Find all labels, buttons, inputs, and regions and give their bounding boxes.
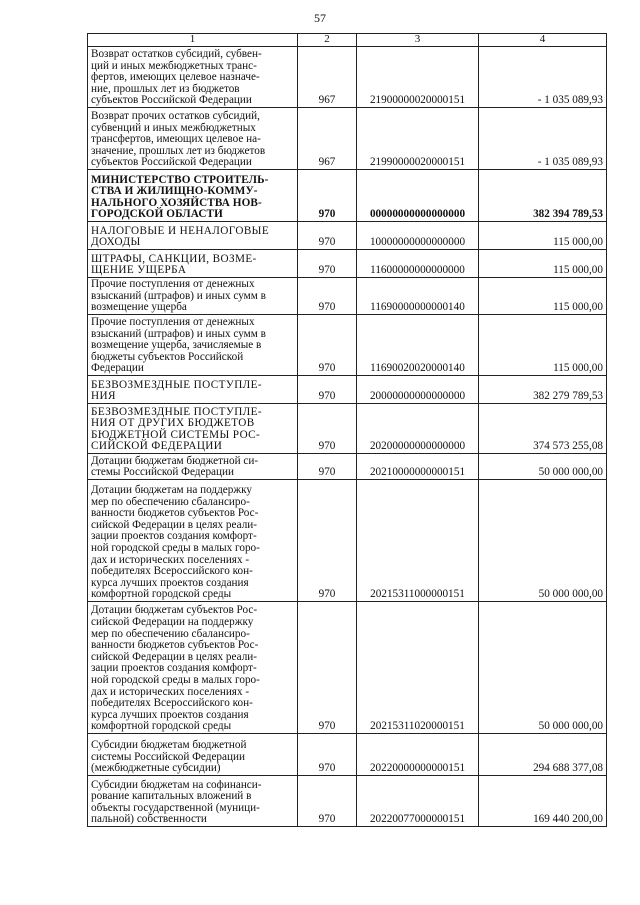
table-row: [88, 222, 607, 250]
row-name: Дотации бюджетам субъектов Рос- сийской Федерации на поддержку мер по обеспечению сбалансиро- ванности бюджетов субъектов Рос- сийской Федерации в целях реали- зации проектов создания комфорт- ной городской среды в малых горо- дах и исторических поселениях - победителях Всероссийского кон- курса лучших проектов создания комфортной городской среды: [88, 602, 298, 734]
row-amount: 115 000,00: [479, 315, 607, 376]
row-kbk-code: 10000000000000000: [357, 222, 479, 250]
row-amount: 294 688 377,08: [479, 734, 607, 776]
header-col-3: 3: [357, 34, 479, 47]
header-col-2: 2: [298, 34, 357, 47]
row-kbk-code: 20215311020000151: [357, 602, 479, 734]
row-kbk-code: 20220077000000151: [357, 776, 479, 827]
row-admin-code: 970: [298, 250, 357, 278]
row-admin-code: 970: [298, 776, 357, 827]
table-row: [88, 480, 607, 602]
row-name: МИНИСТЕРСТВО СТРОИТЕЛЬ- СТВА И ЖИЛИЩНО-КОММУ- НАЛЬНОГО ХОЗЯЙСТВА НОВ- ГОРОДСКОЙ ОБЛАСТИ: [88, 170, 298, 222]
row-name: Прочие поступления от денежных взысканий (штрафов) и иных сумм в возмещение ущерба, зачисляемые в бюджеты субъектов Российской Федерации: [88, 315, 298, 376]
row-kbk-code: 11690000000000140: [357, 278, 479, 315]
row-kbk-code: 20210000000000151: [357, 454, 479, 480]
row-amount: 115 000,00: [479, 278, 607, 315]
row-amount: 115 000,00: [479, 222, 607, 250]
row-kbk-code: 20000000000000000: [357, 376, 479, 404]
row-amount: 382 394 789,53: [479, 170, 607, 222]
row-name: Прочие поступления от денежных взысканий (штрафов) и иных сумм в возмещение ущерба: [88, 278, 298, 315]
header-row: [88, 34, 607, 47]
row-amount: - 1 035 089,93: [479, 47, 607, 108]
row-name: ШТРАФЫ, САНКЦИИ, ВОЗМЕ- ЩЕНИЕ УЩЕРБА: [88, 250, 298, 278]
header-col-4: 4: [479, 34, 607, 47]
table-row: [88, 315, 607, 376]
row-amount: 50 000 000,00: [479, 602, 607, 734]
row-admin-code: 970: [298, 315, 357, 376]
row-admin-code: 970: [298, 602, 357, 734]
row-admin-code: 970: [298, 170, 357, 222]
row-admin-code: 967: [298, 47, 357, 108]
table-row: [88, 108, 607, 170]
page-number: 57: [314, 11, 326, 25]
row-amount: 115 000,00: [479, 250, 607, 278]
row-amount: 50 000 000,00: [479, 480, 607, 602]
table-row: [88, 250, 607, 278]
row-kbk-code: 21900000020000151: [357, 47, 479, 108]
table-row: [88, 454, 607, 480]
row-name: НАЛОГОВЫЕ И НЕНАЛОГОВЫЕ ДОХОДЫ: [88, 222, 298, 250]
row-amount: - 1 035 089,93: [479, 108, 607, 170]
row-admin-code: 970: [298, 480, 357, 602]
row-amount: 374 573 255,08: [479, 404, 607, 454]
table-row: [88, 734, 607, 776]
row-name: БЕЗВОЗМЕЗДНЫЕ ПОСТУПЛЕ- НИЯ: [88, 376, 298, 404]
row-kbk-code: 21990000020000151: [357, 108, 479, 170]
row-admin-code: 970: [298, 734, 357, 776]
row-admin-code: 970: [298, 222, 357, 250]
header-col-1: 1: [88, 34, 298, 47]
row-admin-code: 970: [298, 454, 357, 480]
row-kbk-code: 00000000000000000: [357, 170, 479, 222]
table-row: [88, 404, 607, 454]
row-kbk-code: 11600000000000000: [357, 250, 479, 278]
row-kbk-code: 20200000000000000: [357, 404, 479, 454]
row-admin-code: 970: [298, 404, 357, 454]
row-admin-code: 970: [298, 278, 357, 315]
row-kbk-code: 20215311000000151: [357, 480, 479, 602]
row-name: Возврат остатков субсидий, субвен- ций и иных межбюджетных транс- фертов, имеющих целевое назначе- ние, прошлых лет из бюджетов субъектов Российской Федерации: [88, 47, 298, 108]
table-row: [88, 776, 607, 827]
row-kbk-code: 11690020020000140: [357, 315, 479, 376]
table-row: [88, 170, 607, 222]
row-kbk-code: 20220000000000151: [357, 734, 479, 776]
row-name: Возврат прочих остатков субсидий, субвенций и иных межбюджетных трансфертов, имеющих целевое на- значение, прошлых лет из бюджетов субъектов Российской Федерации: [88, 108, 298, 170]
budget-table: [87, 33, 607, 827]
row-admin-code: 967: [298, 108, 357, 170]
table-row: [88, 602, 607, 734]
row-name: Субсидии бюджетам бюджетной системы Российской Федерации (межбюджетные субсидии): [88, 734, 298, 776]
row-amount: 50 000 000,00: [479, 454, 607, 480]
table-row: [88, 376, 607, 404]
row-admin-code: 970: [298, 376, 357, 404]
row-amount: 169 440 200,00: [479, 776, 607, 827]
row-name: Субсидии бюджетам на софинанси- рование капитальных вложений в объекты государственной (муници- пальной) собственности: [88, 776, 298, 827]
row-name: БЕЗВОЗМЕЗДНЫЕ ПОСТУПЛЕ- НИЯ ОТ ДРУГИХ БЮДЖЕТОВ БЮДЖЕТНОЙ СИСТЕМЫ РОС- СИЙСКОЙ ФЕДЕРАЦИИ: [88, 404, 298, 454]
table-row: [88, 47, 607, 108]
row-amount: 382 279 789,53: [479, 376, 607, 404]
row-name: Дотации бюджетам на поддержку мер по обеспечению сбалансиро- ванности бюджетов субъектов Рос- сийской Федерации в целях реали- зации проектов создания комфорт- ной городской среды в малых горо- дах и исторических поселениях - победителях Всероссийского кон- курса лучших проектов создания комфортной городской среды: [88, 480, 298, 602]
row-name: Дотации бюджетам бюджетной си- стемы Российской Федерации: [88, 454, 298, 480]
table-row: [88, 278, 607, 315]
